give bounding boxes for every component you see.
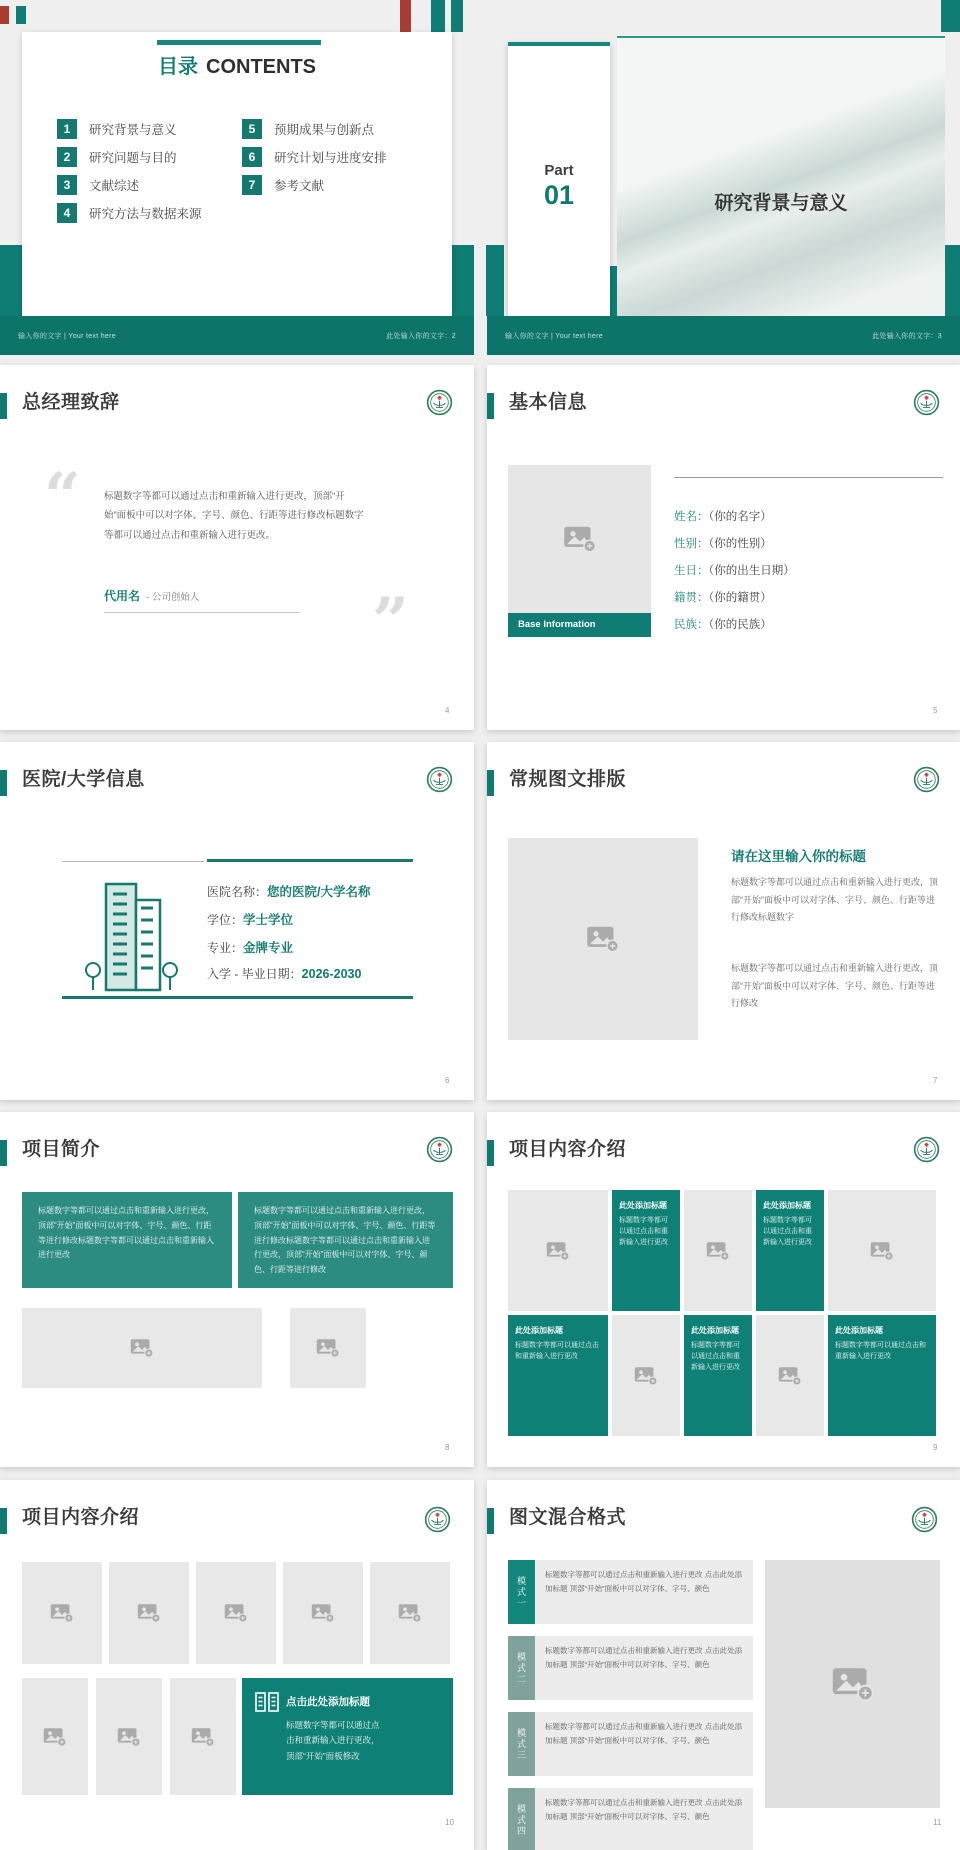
image-placeholder-icon: [316, 1338, 340, 1358]
toc-item: [57, 119, 177, 139]
mode-tab: 模式一: [508, 1560, 535, 1624]
baseline-teal: [62, 996, 413, 999]
part-number-panel: [508, 42, 610, 316]
hospital-logo: [911, 1506, 938, 1533]
cropped-decor-teal: [451, 0, 463, 32]
title-accent-bar: [487, 770, 494, 796]
toc-title: [22, 50, 452, 79]
corner-block: [945, 245, 960, 316]
image-tile: [196, 1562, 276, 1664]
hospital-logo: [426, 389, 453, 416]
title-accent-bar: [0, 1140, 7, 1166]
image-placeholder-icon: [706, 1241, 730, 1261]
cropped-decor-teal: [431, 0, 445, 32]
slide-thumbnail-brief[interactable]: [0, 1112, 474, 1467]
field-label: 籍贯：: [674, 592, 709, 604]
image-placeholder-icon: [398, 1603, 422, 1623]
slide-thumbnail-toc[interactable]: [22, 32, 452, 316]
toc-item-label: 研究问题与目的: [89, 151, 177, 165]
hospital-logo: [913, 766, 940, 793]
field-value: （你的性别）: [708, 538, 772, 550]
text-box-teal: 标题数字等都可以通过点击和重新输入进行更改，顶部“开始”面板中可以对字体、字号、颜色、行距等进行修改标题数字等都可以通过点击和重新输入进行更改，顶部“开始”面板中可以对字体、字号、颜色、行距等进行修改: [238, 1192, 453, 1288]
slide-thumbnail-basic-info[interactable]: [487, 365, 960, 730]
image-tile: [283, 1562, 363, 1664]
toc-item: [57, 203, 202, 223]
info-field: [207, 965, 361, 982]
tile-body: 标题数字等都可以通过点击和重新输入进行更改: [515, 1342, 599, 1361]
slide-title: 项目内容介绍: [509, 1139, 627, 1160]
image-placeholder-icon: [224, 1603, 248, 1623]
field-value: 2026-2030: [301, 967, 362, 981]
title-accent-bar: [487, 1140, 494, 1166]
divider-line: [674, 477, 943, 478]
image-tile: [684, 1190, 752, 1311]
slide-title: 总经理致辞: [22, 392, 120, 413]
tile-body: 标题数字等都可以通过点击和重新输入进行更改: [619, 1217, 668, 1247]
slide-thumbnail-speech[interactable]: [0, 365, 474, 730]
toc-item: [242, 175, 324, 195]
callout-heading: 点击此处添加标题: [286, 1696, 370, 1708]
corner-block: [0, 245, 22, 316]
slide-title: 项目内容介绍: [22, 1507, 140, 1528]
title-accent-bar: [487, 393, 494, 419]
corner-block: [486, 245, 504, 316]
image-placeholder-icon: [831, 1666, 875, 1702]
image-placeholder: [22, 1308, 262, 1388]
tile-heading: 此处添加标题: [515, 1326, 563, 1335]
panels-icon: [255, 1692, 279, 1712]
toc-item-number: 5: [242, 119, 262, 139]
tile-body: 标题数字等都可以通过点击和重新输入进行更改: [763, 1217, 812, 1247]
page-number: 8: [445, 1443, 450, 1452]
speaker-name: [104, 587, 199, 604]
corner-block: [610, 266, 617, 316]
cropped-decor-teal: [941, 0, 960, 32]
text-tile-teal: [684, 1315, 752, 1436]
mode-text: 标题数字等都可以通过点击和重新输入进行更改 点击此处添加标题 顶部“开始”面板中可以对字体、字号、颜色: [535, 1788, 753, 1850]
image-placeholder-icon: [778, 1366, 802, 1386]
divider-line: [104, 612, 300, 613]
image-placeholder-icon: [546, 1241, 570, 1261]
image-tile: [22, 1562, 102, 1664]
tile-body: 标题数字等都可以通过点击和重新输入进行更改: [691, 1342, 740, 1372]
footer-left-text: 输入你的文字 | Your text here: [505, 332, 603, 340]
info-field: [207, 882, 371, 900]
image-placeholder-icon: [117, 1727, 141, 1747]
slide-thumbnail-content-grid[interactable]: [487, 1112, 960, 1467]
slide-title: 基本信息: [509, 392, 588, 413]
content-heading: 请在这里输入你的标题: [731, 849, 866, 864]
title-accent-bar: [0, 393, 7, 419]
image-placeholder-icon: [870, 1241, 894, 1261]
page-number: 7: [933, 1076, 938, 1085]
tile-heading: 此处添加标题: [691, 1326, 739, 1335]
image-placeholder-icon: [130, 1338, 154, 1358]
hospital-logo: [426, 766, 453, 793]
image-tile: [612, 1315, 680, 1436]
toc-item: [242, 119, 374, 139]
open-quote-mark: “: [44, 459, 81, 534]
info-field: [674, 535, 772, 551]
field-label: 专业：: [207, 941, 244, 955]
slide-thumbnail-content-gallery[interactable]: [0, 1480, 474, 1850]
text-tile-teal: [612, 1190, 680, 1311]
field-value: 您的医院/大学名称: [267, 885, 371, 899]
field-label: 民族：: [674, 619, 709, 631]
field-value: （你的籍贯）: [708, 592, 772, 604]
image-placeholder: [290, 1308, 366, 1388]
slide-thumbnail-layout[interactable]: [487, 742, 960, 1100]
slide-thumbnail-mixed-format[interactable]: [487, 1480, 960, 1850]
toc-item: [57, 147, 177, 167]
slide-thumbnail-part1-cover[interactable]: [617, 36, 945, 316]
info-field: [674, 508, 772, 524]
footer-left-text: 输入你的文字 | Your text here: [18, 332, 116, 340]
field-value: 金牌专业: [243, 941, 294, 955]
image-tile: [508, 1190, 608, 1311]
mode-text: 标题数字等都可以通过点击和重新输入进行更改 点击此处添加标题 顶部“开始”面板中可以对字体、字号、颜色: [535, 1560, 753, 1624]
photo-placeholder: [508, 465, 651, 613]
page-number: 6: [445, 1076, 450, 1085]
field-value: （你的出生日期）: [708, 565, 795, 577]
slide-title: 医院/大学信息: [22, 769, 145, 790]
divider-line-teal: [207, 859, 413, 862]
mode-text: 标题数字等都可以通过点击和重新输入进行更改 点击此处添加标题 顶部“开始”面板中可以对字体、字号、颜色: [535, 1636, 753, 1700]
image-tile: [756, 1315, 824, 1436]
text-tile-teal: [828, 1315, 936, 1436]
image-placeholder-icon: [563, 525, 597, 553]
mode-tab: 模式四: [508, 1788, 535, 1850]
callout-box-teal: [242, 1678, 453, 1795]
close-quote-mark: ”: [372, 584, 409, 659]
part-number: 01: [543, 180, 575, 210]
hospital-logo: [424, 1506, 451, 1533]
text-tile-teal: [508, 1315, 608, 1436]
hospital-logo: [913, 389, 940, 416]
image-tile: [828, 1190, 936, 1311]
image-placeholder-icon: [634, 1366, 658, 1386]
title-accent-bar: [157, 40, 321, 45]
image-placeholder-icon: [50, 1603, 74, 1623]
toc-item-label: 研究方法与数据来源: [89, 207, 202, 221]
field-value: 学士学位: [243, 913, 294, 927]
callout-body: 标题数字等都可以通过点击和重新输入进行更改，顶部“开始”面板修改: [286, 1720, 380, 1761]
info-field: [207, 938, 293, 956]
field-value: （你的名字）: [708, 511, 772, 523]
image-placeholder-icon: [311, 1603, 335, 1623]
field-label: 入学 - 毕业日期：: [207, 967, 302, 981]
slide-footer: [0, 316, 474, 355]
image-tile: [370, 1562, 450, 1664]
slide-title: 常规图文排版: [509, 769, 627, 790]
corner-block: [452, 245, 474, 316]
toc-item-label: 预期成果与创新点: [274, 123, 375, 137]
image-placeholder: [508, 838, 698, 1040]
hospital-logo: [913, 1136, 940, 1163]
title-accent-bar: [0, 1508, 7, 1534]
field-label: 医院名称：: [207, 885, 268, 899]
toc-item-label: 研究计划与进度安排: [274, 151, 387, 165]
toc-item-number: 3: [57, 175, 77, 195]
speaker-role: - 公司创始人: [146, 592, 200, 603]
page-number: 5: [933, 706, 938, 715]
photo-caption-bar: Base Information: [508, 613, 651, 637]
title-accent-bar: [0, 770, 7, 796]
toc-item: [57, 175, 139, 195]
title-accent-bar: [487, 1508, 494, 1534]
image-placeholder-icon: [586, 925, 620, 953]
image-tile: [22, 1678, 88, 1795]
slide-thumbnail-school-info[interactable]: [0, 742, 474, 1100]
tile-body: 标题数字等都可以通过点击和重新输入进行更改: [835, 1342, 926, 1361]
page-number: 9: [933, 1443, 938, 1452]
image-tile: [170, 1678, 236, 1795]
toc-title-en: CONTENTS: [206, 56, 316, 78]
image-placeholder-icon: [137, 1603, 161, 1623]
info-field: [207, 910, 293, 928]
toc-item-number: 6: [242, 147, 262, 167]
cropped-decor-red: [400, 0, 411, 32]
field-label: 生日：: [674, 565, 709, 577]
image-tile: [96, 1678, 162, 1795]
page-number: 11: [933, 1818, 942, 1827]
section-title: 研究背景与意义: [714, 193, 848, 214]
toc-item-number: 2: [57, 147, 77, 167]
toc-item-label: 参考文献: [274, 179, 325, 193]
image-placeholder-icon: [191, 1727, 215, 1747]
page-number: 10: [445, 1818, 454, 1827]
mode-text: 标题数字等都可以通过点击和重新输入进行更改 点击此处添加标题 顶部“开始”面板中可以对字体、字号、颜色: [535, 1712, 753, 1776]
toc-item-number: 7: [242, 175, 262, 195]
page-number: 4: [445, 706, 450, 715]
image-placeholder-icon: [43, 1727, 67, 1747]
toc-item: [242, 147, 387, 167]
speaker-name-text: 代用名: [104, 589, 141, 603]
info-field: [674, 589, 772, 605]
toc-item-number: 4: [57, 203, 77, 223]
toc-item-label: 文献综述: [89, 179, 140, 193]
cropped-decor-red: [0, 6, 9, 24]
part-label: Part: [544, 162, 574, 179]
content-paragraph: 标题数字等都可以通过点击和重新输入进行更改，顶部“开始”面板中可以对字体、字号、颜色、行距等进行修改标题数字: [731, 877, 939, 923]
footer-page-text: 此处输入你的文字：3: [872, 332, 942, 340]
tile-heading: 此处添加标题: [619, 1201, 667, 1210]
building-icon: [84, 878, 179, 996]
toc-item-label: 研究背景与意义: [89, 123, 177, 137]
field-value: （你的民族）: [708, 619, 772, 631]
slide-title: 项目简介: [22, 1139, 101, 1160]
text-tile-teal: [756, 1190, 824, 1311]
info-field: [674, 562, 795, 578]
toc-item-number: 1: [57, 119, 77, 139]
mode-tab: 模式二: [508, 1636, 535, 1700]
text-box-teal: 标题数字等都可以通过点击和重新输入进行更改，顶部“开始”面板中可以对字体、字号、颜色、行距等进行修改标题数字等都可以通过点击和重新输入进行更改: [22, 1192, 232, 1288]
image-tile: [109, 1562, 189, 1664]
slide-footer: [487, 316, 960, 355]
field-label: 学位：: [207, 913, 244, 927]
divider-line: [62, 861, 204, 862]
info-field: [674, 616, 772, 632]
slide-title: 图文混合格式: [509, 1507, 627, 1528]
hospital-logo: [426, 1136, 453, 1163]
toc-title-zh: 目录: [158, 56, 198, 78]
cropped-decor-teal: [16, 6, 26, 24]
tile-heading: 此处添加标题: [835, 1326, 883, 1335]
field-label: 姓名：: [674, 511, 709, 523]
field-label: 性别：: [674, 538, 709, 550]
speech-body-text: 标题数字等都可以通过点击和重新输入进行更改，顶部“开始”面板中可以对字体、字号、颜色、行距等进行修改标题数字等都可以通过点击和重新输入进行更改。: [104, 491, 364, 541]
tile-heading: 此处添加标题: [763, 1201, 811, 1210]
mode-tab: 模式三: [508, 1712, 535, 1776]
content-paragraph: 标题数字等都可以通过点击和重新输入进行更改，顶部“开始”面板中可以对字体、字号、颜色、行距等进行修改: [731, 963, 939, 1009]
footer-page-text: 此处输入你的文字：2: [386, 332, 456, 340]
image-placeholder: [765, 1560, 940, 1808]
